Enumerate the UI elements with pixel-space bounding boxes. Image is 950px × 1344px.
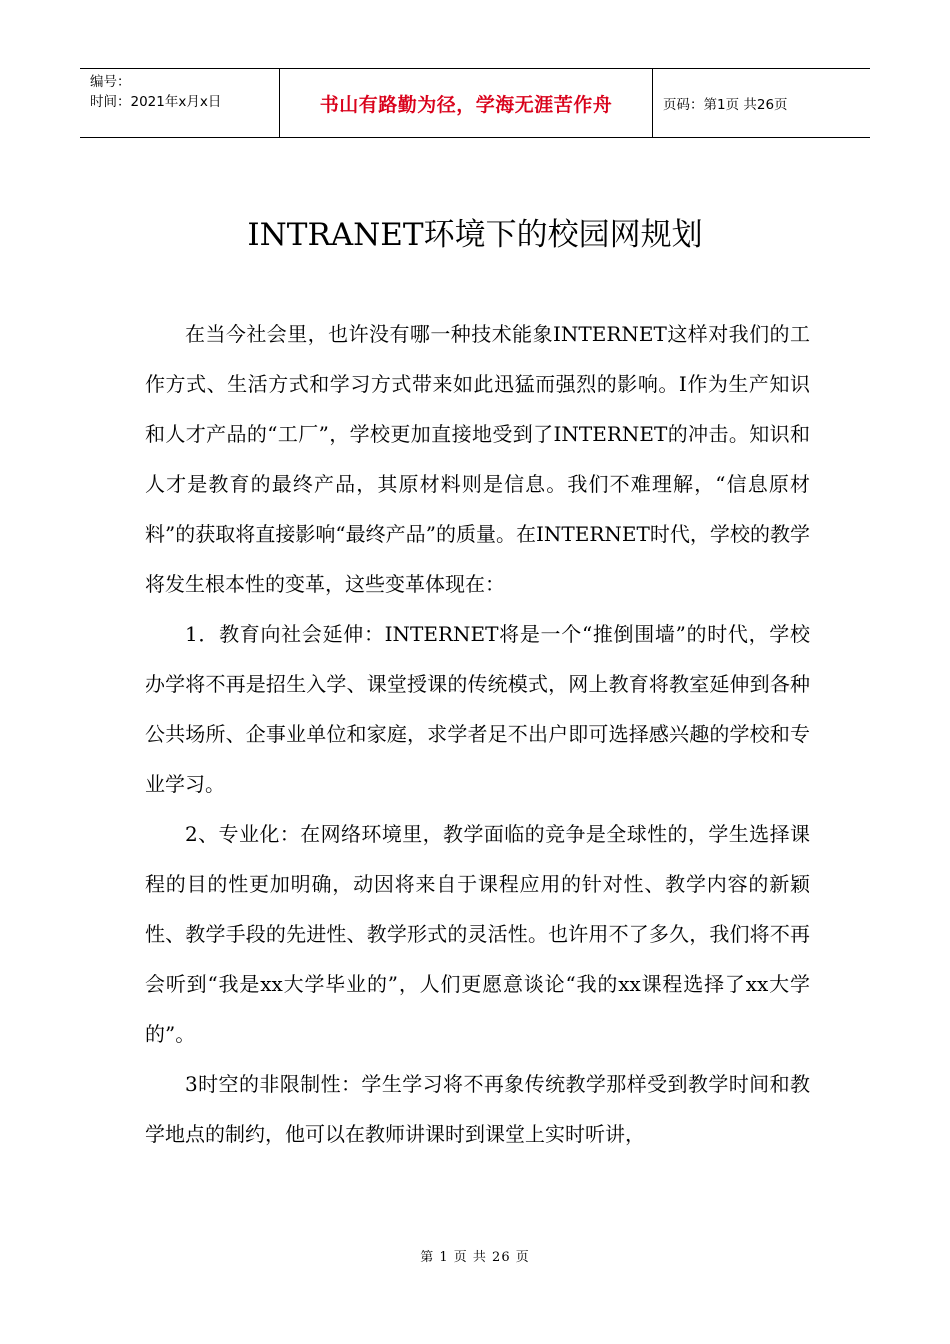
paragraph-point-3: 3时空的非限制性：学生学习将不再象传统教学那样受到教学时间和教学地点的制约，他可以在教师讲课时到课堂上实时听讲， <box>145 1072 810 1146</box>
header-page-info: 页码：第1页 共26页 <box>663 97 788 113</box>
page-header <box>80 68 870 138</box>
paragraph-intro: 在当今社会里，也许没有哪一种技术能象INTERNET这样对我们的工作方式、生活方式和学习方式带来如此迅猛而强烈的影响。I作为生产知识和人才产品的“工厂”，学校更加直接地受到了INTERNET的冲击。知识和人才是教育的最终产品，其原材料则是信息。我们不难理解，“信息原材料”的获取将直接影响“最终产品”的质量。在INTERNET时代，学校的教学将发生根本性的变革，这些变革体现在： <box>145 322 810 596</box>
paragraph-point-1: 1．教育向社会延伸：INTERNET将是一个“推倒围墙”的时代，学校办学将不再是招生入学、课堂授课的传统模式，网上教育将教室延伸到各种公共场所、企事业单位和家庭，求学者足不出户即可选择感兴趣的学校和专业学习。 <box>145 622 810 796</box>
header-motto: 书山有路勤为径，学海无涯苦作舟 <box>280 69 653 137</box>
page-footer: 第 1 页 共 26 页 <box>420 1250 530 1265</box>
document-date: 时间：2021年x月x日 <box>90 94 222 110</box>
document-title: INTRANET环境下的校园网规划 <box>247 217 703 253</box>
header-meta <box>80 69 280 137</box>
document-body <box>145 309 810 1159</box>
paragraph-point-2: 2、专业化：在网络环境里，教学面临的竞争是全球性的，学生选择课程的目的性更加明确，动因将来自于课程应用的针对性、教学内容的新颖性、教学手段的先进性、教学形式的灵活性。也许用不了多久，我们将不再会听到“我是xx大学毕业的”，人们更愿意谈论“我的xx课程选择了xx大学的”。 <box>145 822 810 1046</box>
document-number-label: 编号： <box>90 74 131 90</box>
